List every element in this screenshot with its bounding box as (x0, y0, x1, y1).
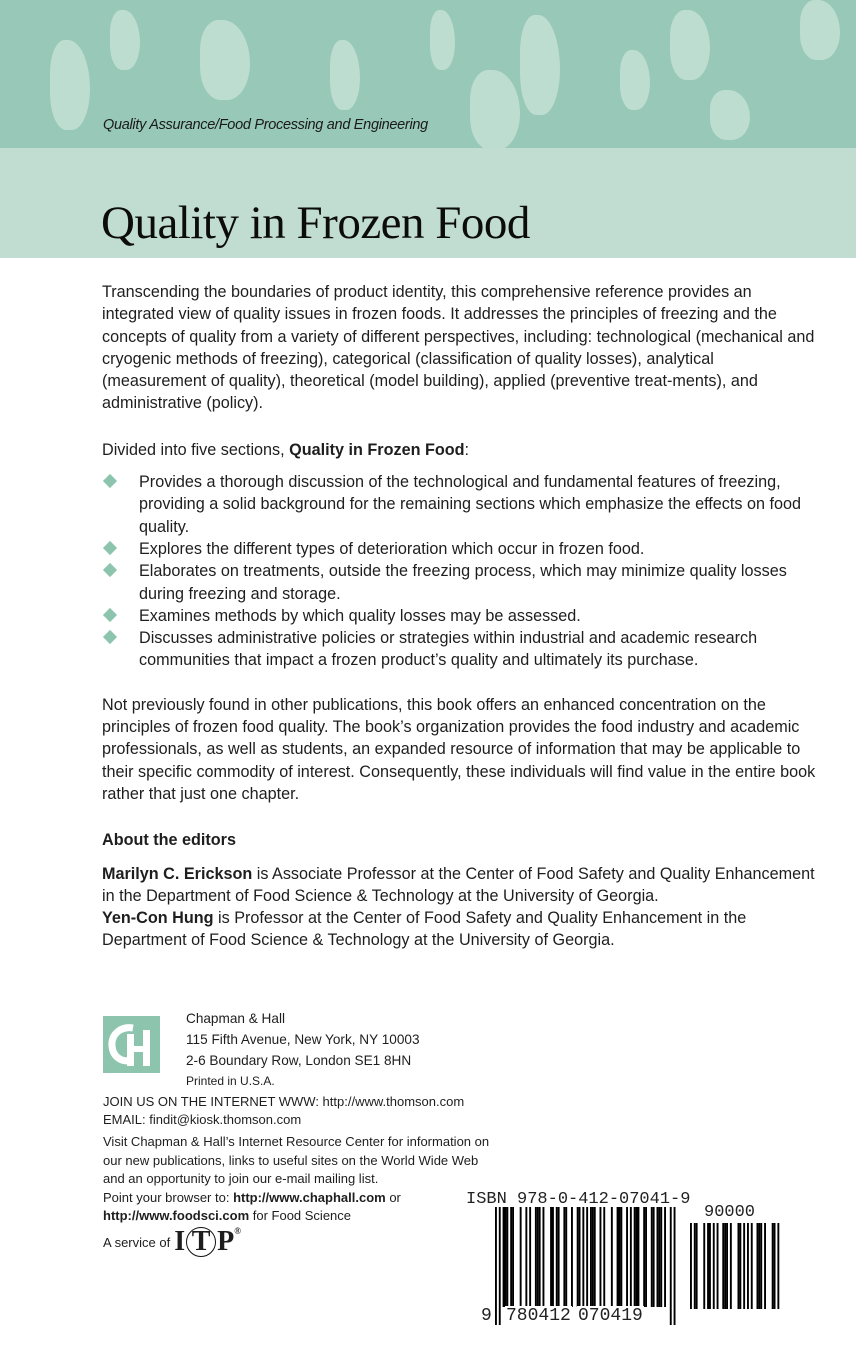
addon-bar (764, 1223, 766, 1309)
addon-bar (694, 1223, 696, 1309)
barcode-bar (638, 1207, 640, 1307)
addon-bar (743, 1223, 745, 1309)
barcode-bar (620, 1207, 622, 1307)
chaphall-url: http://www.chaphall.com (233, 1189, 386, 1205)
barcode-bar (611, 1207, 613, 1307)
book-title: Quality in Frozen Food (101, 197, 530, 249)
barcode-bar (636, 1207, 638, 1307)
barcode-bar (645, 1207, 647, 1307)
barcode-bar (506, 1207, 508, 1307)
barcode-bar (653, 1207, 655, 1307)
addon-bar (730, 1223, 732, 1309)
barcode-bar (674, 1207, 676, 1325)
barcode-bar (651, 1207, 653, 1307)
barcode-bar (558, 1207, 560, 1307)
list-item: Provides a thorough discussion of the technological and fundamental features of freezing, providing a solid background for the remaining sections which emphasize the effects on food quality. (102, 471, 822, 538)
itp-service: A service of I T P ® (103, 1226, 241, 1257)
barcode-bar (535, 1207, 537, 1307)
barcode-bar (550, 1207, 552, 1307)
addon-bar (696, 1223, 698, 1309)
barcode-bar (563, 1207, 565, 1307)
barcode-bar (543, 1207, 545, 1307)
barcode-bar (529, 1207, 531, 1307)
itp-logo: I T P ® (174, 1226, 241, 1257)
barcode-bar (657, 1207, 659, 1307)
sections-intro: Divided into five sections, Quality in Frozen Food: (102, 440, 470, 459)
ean-left-digits: 780412 (506, 1306, 571, 1326)
barcode-bar (630, 1207, 632, 1307)
barcode-bar (499, 1207, 501, 1325)
closing-paragraph: Not previously found in other publications, this book offers an enhanced concentration on the principles of frozen food quality. The book’s organization provides the food industry and academic professionals, as well as students, an expanded resource of information that may be applicable to their specific commodity of interest. Consequently, these individuals will find value in the entire book rather that just one chapter. (102, 695, 816, 803)
addon-bar (747, 1223, 749, 1309)
barcode-bar (539, 1207, 541, 1307)
intro-paragraph: Transcending the boundaries of product identity, this comprehensive reference provides an integrated view of quality issues in frozen foods. It addresses the principles of freezing and the concepts of quality from a variety of different perspectives, including: technological (mechanical and cryogenic methods of freezing), categorical (classification of quality losses), analytical (measurement of quality), theoretical (model building), applied (preventive treat-ments), and administrative (policy). (102, 283, 815, 413)
editors-heading: About the editors (102, 831, 236, 850)
visit-info: Visit Chapman & Hall’s Internet Resource Center for information on our new publications, links to useful sites on the World Wide Web and an opportunity to join our e-mail mailing list. Point your browser to: http://www.chaphall.com or http://www.foodsci.com for Food Science (103, 1134, 490, 1223)
addon-bar (690, 1223, 692, 1309)
list-item: Discusses administrative policies or strategies within industrial and academic research communities that impact a frozen product’s quality and ultimately its purchase. (102, 627, 822, 672)
barcode-bar (594, 1207, 596, 1307)
barcode-bar (571, 1207, 573, 1307)
barcode-bar (503, 1207, 505, 1307)
barcode-bar (626, 1207, 628, 1307)
addon-bar (707, 1223, 709, 1309)
barcode-bar (664, 1207, 666, 1307)
ean-right-digits: 070419 (578, 1306, 643, 1326)
barcode-bar (552, 1207, 554, 1307)
barcode-bar (537, 1207, 539, 1307)
barcode-bar (556, 1207, 558, 1307)
isbn-label: ISBN 978-0-412-07041-9 (466, 1190, 691, 1209)
ean-first-digit: 9 (481, 1306, 492, 1326)
barcode-bar (670, 1207, 672, 1325)
price-addon-number: 90000 (704, 1203, 756, 1222)
barcode-bar (603, 1207, 605, 1307)
barcode-bar (660, 1207, 662, 1307)
addon-bar (774, 1223, 776, 1309)
addon-bar (777, 1223, 779, 1309)
barcode-bar (619, 1207, 621, 1307)
barcode-bar (505, 1207, 507, 1307)
addon-bar (738, 1223, 740, 1309)
barcode-bar (600, 1207, 602, 1307)
addon-bar (717, 1223, 719, 1309)
addon-bar (726, 1223, 728, 1309)
sections-intro-title: Quality in Frozen Food (289, 440, 465, 459)
barcode-bar (512, 1207, 514, 1307)
foodsci-url: http://www.foodsci.com (103, 1208, 250, 1223)
addon-bar (758, 1223, 760, 1309)
barcode-bar (634, 1207, 636, 1307)
barcode-bar (495, 1207, 497, 1325)
addon-bar (713, 1223, 715, 1309)
addon-bar (772, 1223, 774, 1309)
list-item: Elaborates on treatments, outside the freezing process, which may minimize quality losses during freezing and storage. (102, 560, 822, 605)
addon-bar (709, 1223, 711, 1309)
series-label: Quality Assurance/Food Processing and Engineering (103, 117, 428, 133)
barcode-bar (658, 1207, 660, 1307)
list-item: Explores the different types of deterioration which occur in frozen food. (102, 538, 822, 560)
barcode-bar (643, 1207, 645, 1307)
editor-bio: Marilyn C. Erickson is Associate Professor at the Center of Food Safety and Quality Enhancement in the Department of Food Science & Technology at the University of Georgia. Yen-Con Hung is Professor at the Center of Food Safety and Quality Enhancement in the Department of Food Science & Technology at the University of Georgia. (102, 864, 815, 950)
addon-bar (751, 1223, 753, 1309)
publisher-address: Chapman & Hall 115 Fifth Avenue, New York, NY 10003 2-6 Boundary Row, London SE1 8HN Printed in U.S.A. (186, 1011, 420, 1088)
barcode-bar (510, 1207, 512, 1307)
addon-bar (760, 1223, 762, 1309)
addon-bar (724, 1223, 726, 1309)
addon-bar (739, 1223, 741, 1309)
barcode-bar (565, 1207, 567, 1307)
addon-bar (703, 1223, 705, 1309)
list-item: Examines methods by which quality losses may be assessed. (102, 605, 822, 627)
barcode-bar (520, 1207, 522, 1307)
internet-info: JOIN US ON THE INTERNET WWW: http://www.thomson.com EMAIL: findit@kiosk.thomson.com (103, 1094, 465, 1127)
addon-bar (757, 1223, 759, 1309)
barcode-bar (579, 1207, 581, 1307)
barcode-bar (592, 1207, 594, 1307)
barcode-bar (577, 1207, 579, 1307)
barcode-bar (617, 1207, 619, 1307)
barcode-bar (590, 1207, 592, 1307)
addon-bar (722, 1223, 724, 1309)
barcode-bar (525, 1207, 527, 1307)
